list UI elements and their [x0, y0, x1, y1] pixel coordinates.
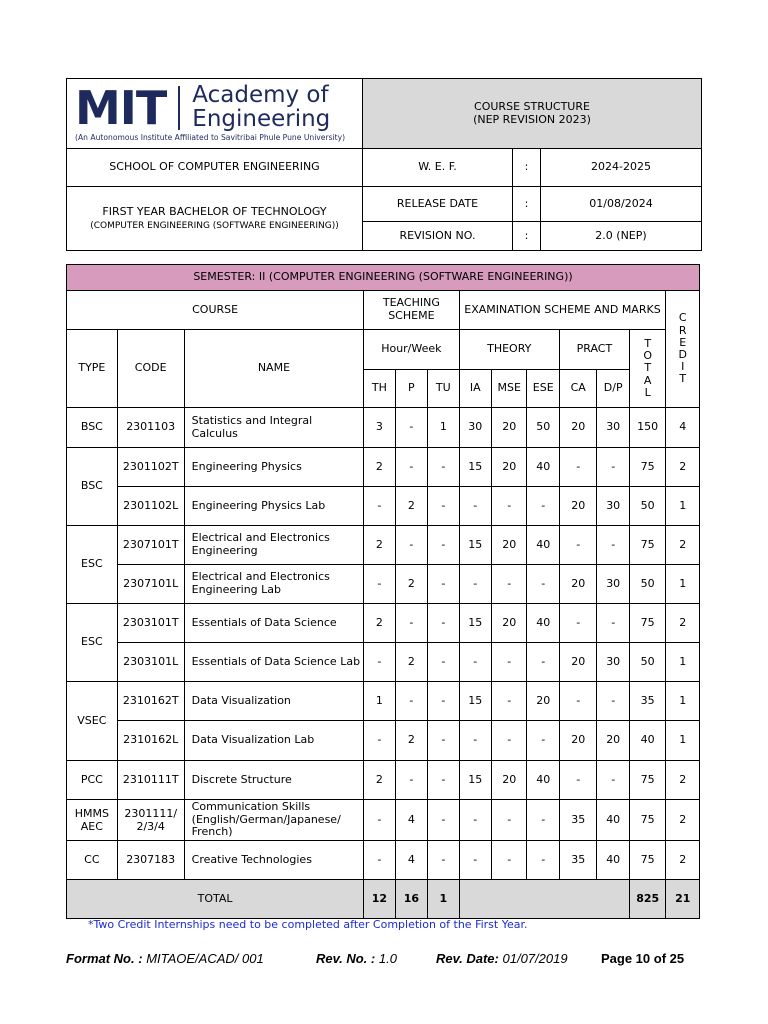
cell-ia: - — [459, 721, 491, 761]
cell-dp: 30 — [597, 487, 629, 526]
course-name: Electrical and Electronics Engineering Lab — [184, 565, 364, 604]
cell-ia: - — [459, 841, 491, 880]
cell-ia: - — [459, 565, 491, 604]
code-header: CODE — [117, 330, 184, 408]
cell-ca: - — [559, 526, 597, 565]
cell-dp: - — [597, 448, 629, 487]
logo-divider — [178, 86, 180, 130]
cell-dp: 40 — [597, 841, 629, 880]
cell-mse: 20 — [491, 408, 527, 448]
course-code: 2307101T — [117, 526, 184, 565]
cell-ca: 20 — [559, 721, 597, 761]
cell-dp: 30 — [597, 643, 629, 682]
cell-ca: 20 — [559, 408, 597, 448]
cell-tu: - — [428, 604, 459, 643]
logo-cell — [67, 79, 363, 149]
course-code: 2301103 — [117, 408, 184, 448]
cell-credit: 1 — [666, 721, 700, 761]
cell-th: - — [364, 565, 395, 604]
cell-total: 40 — [629, 721, 666, 761]
cell-credit: 4 — [666, 408, 700, 448]
cell-mse: - — [491, 721, 527, 761]
course-name: Creative Technologies — [184, 841, 364, 880]
footer-format-value: MITAOE/ACAD/ 001 — [146, 951, 264, 966]
cell-p: 2 — [395, 565, 427, 604]
cell-p: 2 — [395, 487, 427, 526]
credit-header-letter: E — [679, 335, 687, 349]
cell-ia: - — [459, 800, 491, 841]
cell-ia: - — [459, 487, 491, 526]
cell-th: 2 — [364, 761, 395, 800]
cell-total: 35 — [629, 682, 666, 721]
cell-ia: 15 — [459, 448, 491, 487]
course-code: 2307183 — [117, 841, 184, 880]
cell-tu: - — [428, 487, 459, 526]
cell-th: - — [364, 800, 395, 841]
dp-header: D/P — [597, 370, 629, 408]
program-line-2: (COMPUTER ENGINEERING (SOFTWARE ENGINEERING)) — [90, 220, 339, 231]
course-code: 2301111/ 2/3/4 — [117, 800, 184, 841]
cell-dp: - — [597, 526, 629, 565]
credit-header-letter: D — [678, 348, 687, 361]
doc-title-line-1: COURSE STRUCTURE — [474, 99, 590, 113]
footer-rev-no — [316, 951, 397, 966]
cell-credit: 1 — [666, 565, 700, 604]
table-row — [67, 682, 700, 721]
cell-tu: - — [428, 643, 459, 682]
cell-tu: - — [428, 800, 459, 841]
course-type: PCC — [67, 761, 118, 800]
total-header-letter: L — [644, 385, 651, 399]
table-row — [67, 448, 700, 487]
cell-credit: 2 — [666, 800, 700, 841]
cell-credit: 1 — [666, 643, 700, 682]
course-name: Discrete Structure — [184, 761, 364, 800]
cell-p: - — [395, 408, 427, 448]
table-row — [67, 487, 700, 526]
cell-th: - — [364, 643, 395, 682]
footer-format — [66, 951, 264, 966]
cell-p: - — [395, 526, 427, 565]
logo-line-2: Engineering — [192, 105, 331, 132]
table-row — [67, 643, 700, 682]
cell-mse: - — [491, 841, 527, 880]
course-name: Essentials of Data Science — [184, 604, 364, 643]
cell-p: - — [395, 604, 427, 643]
cell-p: - — [395, 448, 427, 487]
pract-header: PRACT — [559, 330, 629, 370]
course-code: 2303101L — [117, 643, 184, 682]
cell-mse: 20 — [491, 448, 527, 487]
course-name: Data Visualization Lab — [184, 721, 364, 761]
institute-logo — [75, 80, 354, 135]
cell-p: 4 — [395, 800, 427, 841]
credit-header-letter: R — [678, 323, 687, 337]
course-type: ESC — [67, 526, 118, 604]
cell-credit: 2 — [666, 841, 700, 880]
release-date-colon: : — [513, 187, 541, 222]
cell-th: 2 — [364, 526, 395, 565]
total-marks: 825 — [629, 880, 666, 919]
total-blank — [459, 880, 629, 919]
cell-ese: 40 — [527, 448, 559, 487]
total-header — [629, 330, 666, 408]
cell-p: 2 — [395, 721, 427, 761]
course-code: 2310162L — [117, 721, 184, 761]
cell-ia: 15 — [459, 682, 491, 721]
revision-colon: : — [513, 222, 541, 251]
course-name: Communication Skills (English/German/Japanese/ French) — [184, 800, 364, 841]
cell-dp: 40 — [597, 800, 629, 841]
program-name — [67, 187, 363, 251]
cell-mse: - — [491, 565, 527, 604]
cell-total: 75 — [629, 841, 666, 880]
type-header: TYPE — [67, 330, 118, 408]
cell-ese: - — [527, 487, 559, 526]
cell-dp: - — [597, 682, 629, 721]
credit-header — [666, 291, 700, 408]
cell-th: 2 — [364, 448, 395, 487]
table-row — [67, 408, 700, 448]
footer-page-number: Page 10 of 25 — [601, 951, 685, 966]
cell-ese: 40 — [527, 761, 559, 800]
cell-tu: - — [428, 565, 459, 604]
cell-mse: - — [491, 487, 527, 526]
cell-mse: - — [491, 800, 527, 841]
table-row — [67, 604, 700, 643]
cell-credit: 2 — [666, 448, 700, 487]
course-code: 2310162T — [117, 682, 184, 721]
course-type: CC — [67, 841, 118, 880]
cell-ese: - — [527, 841, 559, 880]
cell-p: - — [395, 761, 427, 800]
course-type: HMMS AEC — [67, 800, 118, 841]
logo-brand: MIT — [75, 80, 167, 135]
tu-header: TU — [428, 370, 459, 408]
hour-week-header: Hour/Week — [364, 330, 459, 370]
cell-ca: - — [559, 448, 597, 487]
cell-p: 4 — [395, 841, 427, 880]
credit-header-letter: I — [681, 360, 685, 374]
cell-total: 75 — [629, 761, 666, 800]
school-name: SCHOOL OF COMPUTER ENGINEERING — [67, 149, 363, 187]
cell-tu: 1 — [428, 408, 459, 448]
wef-value: 2024-2025 — [541, 149, 702, 187]
cell-ese: - — [527, 721, 559, 761]
name-header: NAME — [184, 330, 364, 408]
program-line-1: FIRST YEAR BACHELOR OF TECHNOLOGY — [102, 204, 327, 218]
cell-p: 2 — [395, 643, 427, 682]
cell-mse: - — [491, 682, 527, 721]
footer-rev-label: Rev. No. : — [316, 951, 376, 966]
table-row — [67, 761, 700, 800]
cell-tu: - — [428, 721, 459, 761]
cell-total: 50 — [629, 643, 666, 682]
cell-total: 150 — [629, 408, 666, 448]
course-name: Statistics and Integral Calculus — [184, 408, 364, 448]
total-th: 12 — [364, 880, 395, 919]
cell-credit: 2 — [666, 526, 700, 565]
course-type: BSC — [67, 408, 118, 448]
table-row — [67, 800, 700, 841]
total-tu: 1 — [428, 880, 459, 919]
course-type: ESC — [67, 604, 118, 682]
cell-ca: - — [559, 761, 597, 800]
cell-credit: 2 — [666, 604, 700, 643]
cell-dp: - — [597, 761, 629, 800]
cell-ia: - — [459, 643, 491, 682]
cell-total: 50 — [629, 487, 666, 526]
doc-title-line-2: (NEP REVISION 2023) — [473, 112, 591, 126]
cell-ese: 20 — [527, 682, 559, 721]
th-header: TH — [364, 370, 395, 408]
revision-label: REVISION NO. — [363, 222, 513, 251]
cell-ese: - — [527, 565, 559, 604]
cell-ese: 50 — [527, 408, 559, 448]
cell-dp: 20 — [597, 721, 629, 761]
cell-credit: 2 — [666, 761, 700, 800]
cell-ia: 15 — [459, 604, 491, 643]
course-name: Electrical and Electronics Engineering — [184, 526, 364, 565]
total-p: 16 — [395, 880, 427, 919]
table-row — [67, 721, 700, 761]
footer-date-value: 01/07/2019 — [502, 951, 568, 966]
cell-tu: - — [428, 682, 459, 721]
cell-mse: 20 — [491, 526, 527, 565]
course-name: Engineering Physics — [184, 448, 364, 487]
release-date-label: RELEASE DATE — [363, 187, 513, 222]
course-table — [66, 264, 700, 919]
cell-mse: - — [491, 643, 527, 682]
course-name: Data Visualization — [184, 682, 364, 721]
table-row — [67, 565, 700, 604]
cell-th: 1 — [364, 682, 395, 721]
cell-ia: 15 — [459, 761, 491, 800]
ca-header: CA — [559, 370, 597, 408]
cell-ca: - — [559, 604, 597, 643]
internship-note: *Two Credit Internships need to be completed after Completion of the First Year. — [88, 918, 528, 931]
cell-total: 50 — [629, 565, 666, 604]
cell-ca: 20 — [559, 565, 597, 604]
cell-mse: 20 — [491, 761, 527, 800]
footer-rev-date — [436, 951, 568, 966]
table-row — [67, 841, 700, 880]
wef-colon: : — [513, 149, 541, 187]
header-table — [66, 78, 702, 251]
logo-line-1: Academy of — [192, 82, 329, 109]
course-header: COURSE — [67, 291, 364, 330]
cell-total: 75 — [629, 604, 666, 643]
cell-tu: - — [428, 841, 459, 880]
mse-header: MSE — [491, 370, 527, 408]
cell-dp: 30 — [597, 565, 629, 604]
cell-ca: 35 — [559, 800, 597, 841]
course-name: Engineering Physics Lab — [184, 487, 364, 526]
cell-ia: 15 — [459, 526, 491, 565]
cell-total: 75 — [629, 800, 666, 841]
course-code: 2301102T — [117, 448, 184, 487]
p-header: P — [395, 370, 427, 408]
cell-ese: - — [527, 643, 559, 682]
cell-dp: - — [597, 604, 629, 643]
course-code: 2307101L — [117, 565, 184, 604]
cell-total: 75 — [629, 448, 666, 487]
semester-heading: SEMESTER: II (COMPUTER ENGINEERING (SOFTWARE ENGINEERING)) — [67, 265, 700, 291]
total-row — [67, 880, 700, 919]
logo-subtitle: (An Autonomous Institute Affiliated to Savitribai Phule Pune University) — [75, 133, 346, 143]
cell-tu: - — [428, 526, 459, 565]
total-credit: 21 — [666, 880, 700, 919]
cell-credit: 1 — [666, 682, 700, 721]
credit-header-letter: T — [679, 372, 687, 386]
cell-th: - — [364, 841, 395, 880]
total-label: TOTAL — [67, 880, 364, 919]
teaching-scheme-header: TEACHING SCHEME — [364, 291, 459, 330]
cell-ia: 30 — [459, 408, 491, 448]
cell-ca: 35 — [559, 841, 597, 880]
cell-ca: 20 — [559, 487, 597, 526]
total-header-letter: T — [644, 336, 652, 350]
course-type: VSEC — [67, 682, 118, 761]
course-name: Essentials of Data Science Lab — [184, 643, 364, 682]
footer-rev-value: 1.0 — [378, 951, 397, 966]
cell-ese: 40 — [527, 526, 559, 565]
course-code: 2310111T — [117, 761, 184, 800]
cell-dp: 30 — [597, 408, 629, 448]
total-header-letter: T — [644, 361, 652, 375]
exam-scheme-header: EXAMINATION SCHEME AND MARKS — [459, 291, 666, 330]
cell-credit: 1 — [666, 487, 700, 526]
release-date-value: 01/08/2024 — [541, 187, 702, 222]
cell-ca: 20 — [559, 643, 597, 682]
credit-header-letter: C — [678, 311, 687, 325]
cell-p: - — [395, 682, 427, 721]
logo-name — [192, 84, 330, 131]
total-header-letter: O — [643, 349, 653, 363]
wef-label: W. E. F. — [363, 149, 513, 187]
total-header-letter: A — [643, 373, 652, 387]
cell-mse: 20 — [491, 604, 527, 643]
cell-tu: - — [428, 761, 459, 800]
footer-format-label: Format No. : — [66, 951, 143, 966]
cell-ese: 40 — [527, 604, 559, 643]
footer-date-label: Rev. Date: — [436, 951, 499, 966]
cell-ca: - — [559, 682, 597, 721]
ia-header: IA — [459, 370, 491, 408]
cell-th: 3 — [364, 408, 395, 448]
course-code: 2301102L — [117, 487, 184, 526]
doc-title — [363, 79, 702, 149]
cell-total: 75 — [629, 526, 666, 565]
cell-tu: - — [428, 448, 459, 487]
cell-th: - — [364, 721, 395, 761]
ese-header: ESE — [527, 370, 559, 408]
table-row — [67, 526, 700, 565]
cell-th: - — [364, 487, 395, 526]
cell-ese: - — [527, 800, 559, 841]
theory-header: THEORY — [459, 330, 559, 370]
course-type: BSC — [67, 448, 118, 526]
course-code: 2303101T — [117, 604, 184, 643]
revision-value: 2.0 (NEP) — [541, 222, 702, 251]
cell-th: 2 — [364, 604, 395, 643]
